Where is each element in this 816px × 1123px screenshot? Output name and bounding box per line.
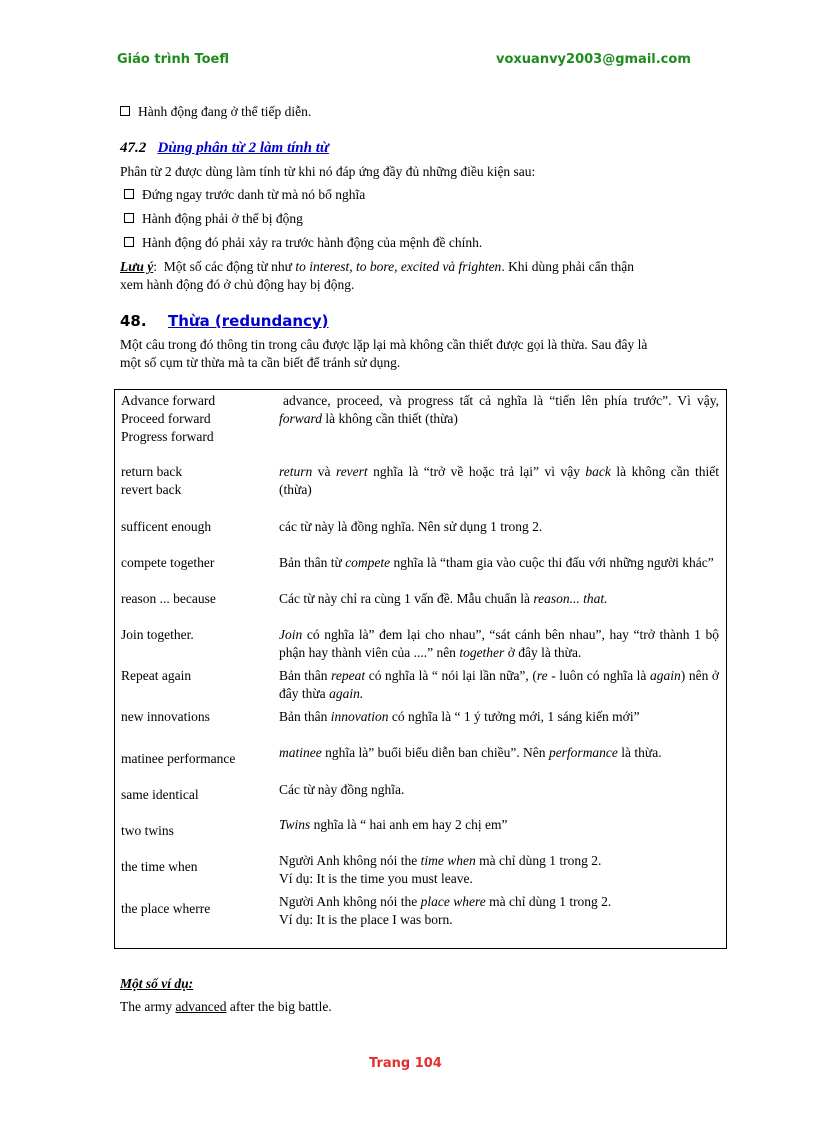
list-item: Đứng ngay trước danh từ mà nó bổ nghĩa	[124, 186, 365, 204]
table-term: matinee performance	[121, 751, 236, 766]
table-definition: các từ này là đồng nghĩa. Nên sử dụng 1 trong 2.	[279, 519, 543, 534]
table-definition: Các từ này đồng nghĩa.	[279, 782, 405, 797]
table-term: return back revert back	[121, 464, 183, 497]
table-definition: advance, proceed, và progress tất cả nghĩa là “tiến lên phía trước”. Vì vậy, forward là không cần thiết (thừa)	[279, 393, 719, 426]
section-number: 47.2	[120, 140, 147, 156]
section-48-title-wrap	[168, 312, 329, 330]
note-line-2: xem hành động đó ở chủ động hay bị động.	[120, 277, 355, 292]
checkbox-bullet-icon	[124, 237, 134, 247]
list-item: Hành động phải ở thể bị động	[124, 210, 303, 228]
page-number: Trang 104	[369, 1056, 442, 1071]
table-definition: return và revert nghĩa là “trở về hoặc trả lại” vì vậy back là không cần thiết (thừa)	[279, 464, 719, 497]
intro-bullet	[120, 103, 311, 121]
table-term: two twins	[121, 823, 174, 838]
checkbox-bullet-icon	[120, 106, 130, 116]
table-definition: Twins nghĩa là “ hai anh em hay 2 chị em”	[279, 817, 508, 832]
table-term: reason ... because	[121, 591, 216, 606]
table-definition: Các từ này chỉ ra cùng 1 vấn đề. Mẫu chuẩn là reason... that.	[279, 591, 608, 606]
table-definition: Người Anh không nói the time when mà chỉ dùng 1 trong 2. Ví dụ: It is the time you must leave.	[279, 853, 602, 886]
table-term: compete together	[121, 555, 215, 570]
example-sentence: The army advanced after the big battle.	[120, 999, 332, 1014]
table-term: new innovations	[121, 709, 210, 724]
section-title-link[interactable]: Dùng phân từ 2 làm tính từ	[157, 140, 329, 156]
table-definition: Bản thân từ compete nghĩa là “tham gia vào cuộc thi đấu với những người khác”	[279, 555, 714, 570]
section-title-link[interactable]: Thừa (redundancy)	[168, 312, 329, 330]
section-48-heading	[120, 312, 147, 330]
table-definition: Người Anh không nói the place where mà chỉ dùng 1 trong 2. Ví dụ: It is the place I was born.	[279, 894, 612, 927]
section-48-intro-2: một số cụm từ thừa mà ta cần biết để tránh sử dụng.	[120, 355, 401, 370]
table-term: Advance forward Proceed forward Progress forward	[121, 393, 216, 444]
table-definition: Bản thân innovation có nghĩa là “ 1 ý tưởng mới, 1 sáng kiến mới”	[279, 709, 640, 724]
list-item: Hành động đó phải xảy ra trước hành động của mệnh đề chính.	[124, 234, 482, 252]
table-term: the place wherre	[121, 901, 211, 916]
table-definition: matinee nghĩa là” buổi biểu diễn ban chiều”. Nên performance là thừa.	[279, 745, 662, 760]
header-title: Giáo trình Toefl	[117, 52, 229, 67]
header-email: voxuanvy2003@gmail.com	[496, 52, 691, 67]
section-48-intro-1: Một câu trong đó thông tin trong câu được lặp lại mà không cần thiết được gọi là thừa. Sau đây là	[120, 337, 648, 352]
table-term: same identical	[121, 787, 199, 802]
table-definition: Join có nghĩa là” đem lại cho nhau”, “sát cánh bên nhau”, hay “trở thành 1 bộ phận hay thành viên của ....” nên together ở đây là thừa.	[279, 627, 719, 660]
note-line-1: Lưu ý: Một số các động từ như to interest, to bore, excited và frighten. Khi dùng phải cẩn thận	[120, 259, 635, 274]
table-term: the time when	[121, 859, 198, 874]
examples-heading: Một số ví dụ:	[120, 976, 194, 991]
note-label: Lưu ý	[120, 259, 154, 274]
checkbox-bullet-icon	[124, 213, 134, 223]
bullet-text: Hành động đang ở thể tiếp diễn.	[138, 104, 312, 119]
section-47-2-heading	[120, 140, 329, 157]
table-definition: Bản thân repeat có nghĩa là “ nói lại lần nữa”, (re - luôn có nghĩa là again) nên ở đây thừa again.	[279, 668, 720, 701]
section-number: 48.	[120, 312, 147, 330]
checkbox-bullet-icon	[124, 189, 134, 199]
table-term: sufficent enough	[121, 519, 212, 534]
table-term: Join together.	[121, 627, 194, 642]
table-term: Repeat again	[121, 668, 192, 683]
redundancy-table	[114, 389, 727, 949]
section-47-2-intro: Phân từ 2 được dùng làm tính từ khi nó đáp ứng đầy đủ những điều kiện sau:	[120, 164, 536, 179]
